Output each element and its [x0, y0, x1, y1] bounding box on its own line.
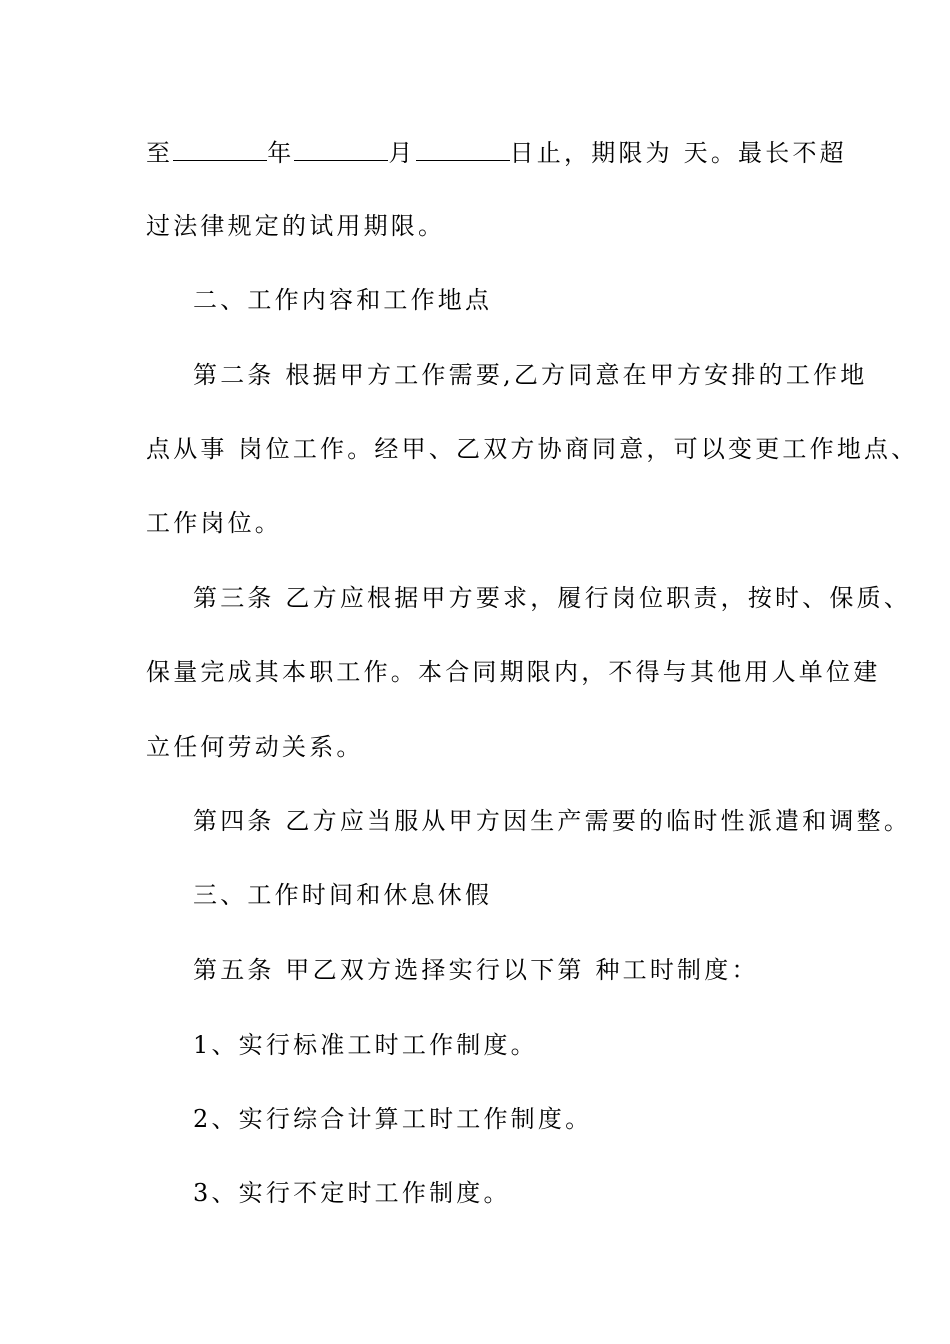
term-suffix: 日止，期限为 天。最长不超: [509, 139, 847, 167]
list-item: 2、实行综合计算工时工作制度。: [193, 1105, 593, 1133]
term-end-date-line: [146, 138, 847, 168]
month-blank: [294, 140, 388, 161]
article-3-line-2: 保量完成其本职工作。本合同期限内，不得与其他用人单位建: [146, 658, 881, 686]
list-item: 3、实行不定时工作制度。: [193, 1179, 511, 1207]
section-heading: 二、工作内容和工作地点: [193, 286, 493, 314]
paragraph-line: 过法律规定的试用期限。: [146, 212, 446, 240]
article-2-line-2: 点从事 岗位工作。经甲、乙双方协商同意，可以变更工作地点、: [146, 435, 919, 463]
article-4-line-1: 第四条 乙方应当服从甲方因生产需要的临时性派遣和调整。: [193, 807, 912, 835]
year-blank: [173, 140, 267, 161]
day-blank: [416, 140, 510, 161]
list-item: 1、实行标准工时工作制度。: [193, 1031, 538, 1059]
year-label: 年: [267, 139, 295, 167]
article-3-line-3: 立任何劳动关系。: [146, 733, 364, 761]
month-label: 月: [388, 139, 416, 167]
section-heading: 三、工作时间和休息休假: [193, 881, 493, 909]
article-2-line-1: 第二条 根据甲方工作需要,乙方同意在甲方安排的工作地: [193, 361, 868, 389]
article-2-line-3: 工作岗位。: [146, 509, 282, 537]
to-label: 至: [146, 139, 174, 167]
article-5-line-1: 第五条 甲乙双方选择实行以下第 种工时制度：: [193, 956, 759, 984]
article-3-line-1: 第三条 乙方应根据甲方要求，履行岗位职责，按时、保质、: [193, 584, 912, 612]
